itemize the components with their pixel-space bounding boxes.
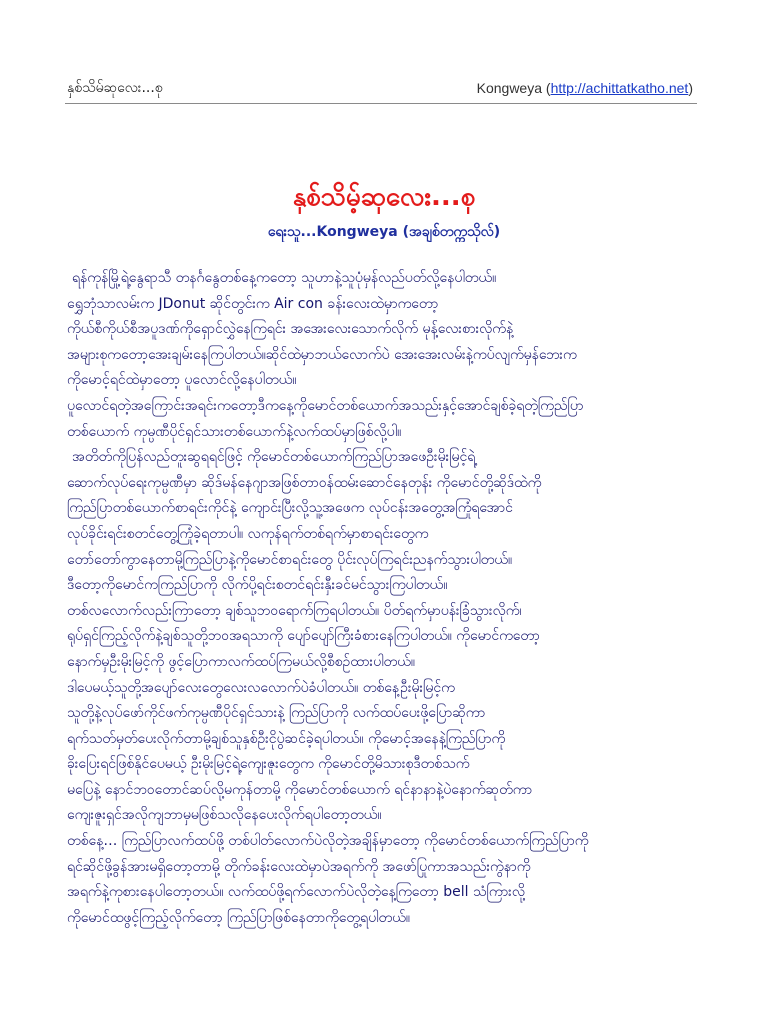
body-line: လုပ်ခိုင်းရင်းစတင်တွေ့ကြုံခဲ့ရတာပါ။ လကုန်ရက်တစ်ရက်မှာစာရင်းတွေက bbox=[67, 525, 429, 542]
body-line: အတိတ်ကိုပြန်လည်တူးဆွရရင်ဖြင့် ကိုမောင်တစ်ယောက်ကြည်ပြာအဖေဦးမိုးမြင့်ရဲ့ bbox=[72, 449, 476, 466]
body-line: တော်တော်ကွာနေတာမို့ကြည်ပြာနဲ့ကိုမောင်စာရင်းတွေ ပိုင်းလုပ်ကြရင်းညနက်သွားပါတယ်။ bbox=[67, 551, 513, 568]
header-author-name: Kongweya ( bbox=[476, 80, 551, 96]
body-line: ခိုးပြေးရင်ဖြစ်နိုင်ပေမယ့် ဦးမိုးမြင့်ရဲ့ကျေးဇူးတွေက ကိုမောင်တို့မိသားစုဒီတစ်သက် bbox=[67, 756, 470, 773]
body-line: ရန်ကုန်မြို့ရဲ့နွေရာသီ တနင်္ဂနွေတစ်နေ့ကတော့ သူဟာနဲ့သူပုံမှန်လည်ပတ်လို့နေပါတယ်။ bbox=[72, 270, 497, 286]
body-line: ကိုယ်စီကိုယ်စီအပူဒဏ်ကိုရှောင်လွှဲနေကြရင်း အအေးလေးသောက်လိုက် မုန့်လေးစားလိုက်နဲ့ bbox=[67, 321, 514, 338]
body-line: နောက်မှဦးမိုးမြင့်ကို ဖွင့်ပြောကာလက်ထပ်ကြမယ်လို့စီစဉ်ထားပါတယ်။ bbox=[67, 653, 415, 670]
header-author-credit bbox=[477, 78, 693, 98]
story-body bbox=[67, 266, 703, 931]
body-line: ဒီတော့ကိုမောင်ကကြည်ပြာကို လိုက်ပို့ရင်းစတင်ရင်းနှီးခင်မင်သွားကြပါတယ်။ bbox=[67, 577, 448, 594]
body-line: အရက်နဲ့ကုစားနေပါတော့တယ်။ လက်ထပ်ဖို့ရက်လောက်ပဲလိုတဲ့နေ့ကြတော့ bell သံကြားလို့ bbox=[67, 884, 525, 901]
body-line: ကိုမောင့်ရင်ထဲမှာတော့ ပူလောင်လို့နေပါတယ်။ bbox=[67, 372, 297, 389]
story-byline: ရေးသူ...Kongweya (အချစ်တက္ကသိုလ်) bbox=[267, 224, 501, 240]
body-line: သူတို့နဲ့လုပ်ဖော်ကိုင်ဖက်ကုမ္ပဏီပိုင်ရှင်သားနဲ့ ကြည်ပြာကို လက်ထပ်ပေးဖို့ပြောဆိုကာ bbox=[67, 705, 486, 722]
body-line: ကြည်ပြာတစ်ယောက်စာရင်းကိုင်နဲ့ ကျောင်းပြီးလို့သူ့အဖေက လုပ်ငန်းအတွေ့အကြုံရအောင် bbox=[67, 500, 513, 517]
body-line: ရုပ်ရှင်ကြည့်လိုက်နဲ့ချစ်သူတို့ဘဝအရသာကို ပျော်ပျော်ကြီးခံစားနေကြပါတယ်။ ကိုမောင်ကတော့ bbox=[67, 628, 540, 645]
body-line: ဒါပေမယ့်သူတို့အပျော်လေးတွေလေးလလောက်ပဲခံပါတယ်။ တစ်နေ့ဦးမိုးမြင့်က bbox=[67, 679, 455, 696]
body-line: မပြေနဲ့ နောင်ဘဝတောင်ဆပ်လို့မကုန်တာမို့ ကိုမောင်တစ်ယောက် ရင်နာနာနဲ့ပဲနောက်ဆုတ်ကာ bbox=[67, 781, 533, 798]
body-line: ဆောက်လုပ်ရေးကုမ္ပဏီမှာ ဆိုဒ်မန်နေဂျာအဖြစ်တာဝန်ထမ်းဆောင်နေတုန်း ကိုမောင်တို့ဆိုဒ်ထဲကို bbox=[67, 474, 542, 491]
body-line: အများစုကတော့အေးချမ်းနေကြပါတယ်။ဆိုင်ထဲမှာဘယ်လောက်ပဲ အေးအေးလမ်းနဲ့ကပ်လျက်မှန်ဘေးက bbox=[67, 346, 577, 363]
body-line: ရက်သတ်မှတ်ပေးလိုက်တာမို့ချစ်သူနှစ်ဦးငိုပွဲဆင်ခဲ့ရပါတယ်။ ကိုမောင့်အနေနဲ့ကြည်ပြာကို bbox=[67, 730, 506, 747]
body-line: ကျေးဇူးရှင်အလိုကျဘာမှမဖြစ်သလိုနေပေးလိုက်ရပါတော့တယ်။ bbox=[67, 807, 382, 824]
body-line: ကိုမောင်ထဖွင့်ကြည့်လိုက်တော့ ကြည်ပြာဖြစ်နေတာကိုတွေ့ရပါတယ်။ bbox=[67, 909, 410, 926]
body-line: ပူလောင်ရတဲ့အကြောင်းအရင်းကတော့ဒီကနေ့ကိုမောင်တစ်ယောက်အသည်းနှင့်အောင်ချစ်ခဲ့ရတဲ့ကြည်ပြာ bbox=[67, 397, 584, 414]
body-line: တစ်နေ့… ကြည်ပြာလက်ထပ်ဖို့ တစ်ပါတ်လောက်ပဲလိုတဲ့အချိန်မှာတော့ ကိုမောင်တစ်ယောက်ကြည်ပြာကို bbox=[67, 833, 589, 850]
header-author-suffix: ) bbox=[688, 80, 693, 96]
body-line: တစ်ယောက် ကုမ္ပဏီပိုင်ရှင်သားတစ်ယောက်နဲ့လက်ထပ်မှာဖြစ်လို့ပါ။ bbox=[67, 423, 402, 440]
body-line: ရင်ဆိုင်ဖို့ခွန်အားမရှိတော့တာမို့ တိုက်ခန်းလေးထဲမှာပဲအရက်ကို အဖော်ပြုကာအသည်းကွဲနာကို bbox=[67, 858, 531, 875]
header-document-title: နှစ်သိမ်ဆုလေး...စု bbox=[67, 80, 163, 96]
body-line: ရွှေဘုံသာလမ်းက JDonut ဆိုင်တွင်းက Air con ခန်းလေးထဲမှာကတော့ bbox=[67, 295, 439, 312]
story-title: နှစ်သိမ့်ဆုလေး...စု bbox=[292, 182, 476, 212]
body-line: တစ်လလောက်လည်းကြာတော့ ချစ်သူဘဝရောက်ကြရပါတယ်။ ပိတ်ရက်မှာပန်းခြံသွားလိုက်၊ bbox=[67, 602, 522, 619]
website-link[interactable]: http://achittatkatho.net bbox=[550, 80, 689, 96]
header-divider bbox=[65, 103, 697, 104]
